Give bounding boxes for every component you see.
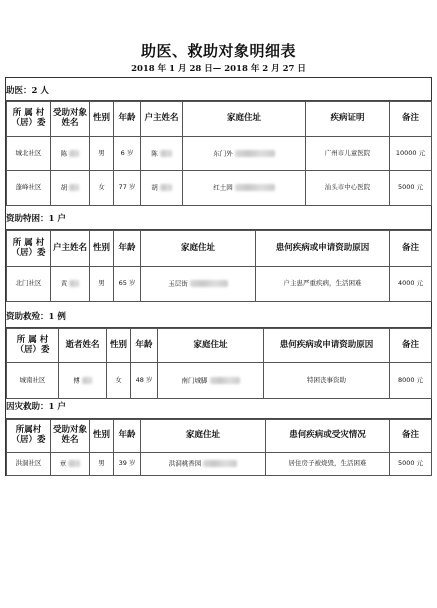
gender-cell: 女 xyxy=(107,363,131,399)
community-cell: 洪洞社区 xyxy=(7,453,51,476)
header-cell: 备注 xyxy=(390,231,432,267)
header-cell: 逝者姓名 xyxy=(59,329,107,363)
header-cell: 年龄 xyxy=(114,420,141,453)
date-range: 2018 年 1 月 28 日— 2018 年 2 月 27 日 xyxy=(131,64,306,74)
header-cell: 受助对象姓名 xyxy=(51,420,90,453)
header-cell: 家庭住址 xyxy=(141,231,256,267)
header-cell: 所 属 村（居）委 xyxy=(7,231,51,267)
address-cell xyxy=(141,267,256,302)
name-text: 章 xyxy=(59,459,67,468)
community-cell: 蓬峰社区 xyxy=(7,171,51,206)
section-label-funeral: 资助救殓：1 例 xyxy=(6,312,66,322)
age-cell: 48 岁 xyxy=(131,363,158,399)
redaction-blur xyxy=(160,150,172,157)
head-cell xyxy=(141,171,183,206)
header-cell: 备注 xyxy=(390,329,432,363)
head-cell xyxy=(51,267,90,302)
header-cell: 性别 xyxy=(107,329,131,363)
hardship-table xyxy=(6,230,432,302)
address-text: 东门外 xyxy=(213,149,233,158)
address-text: 洪洞桃香园 xyxy=(168,459,202,468)
header-cell: 患何疾病或申请资助原因 xyxy=(256,231,390,267)
redaction-blur xyxy=(68,460,80,467)
note-cell: 5000 元 xyxy=(390,171,432,206)
redaction-blur xyxy=(235,150,275,157)
note-cell: 4000 元 xyxy=(390,267,432,302)
table-row xyxy=(7,453,432,476)
proof-cell: 汕头市中心医院 xyxy=(306,171,390,206)
header-cell: 性别 xyxy=(90,420,114,453)
address-cell xyxy=(183,171,306,206)
proof-cell: 广州市儿童医院 xyxy=(306,137,390,171)
name-cell xyxy=(59,363,107,399)
head-text: 黄 xyxy=(60,279,68,288)
section-label-medical: 助医：2 人 xyxy=(6,86,49,96)
redaction-blur xyxy=(160,184,172,191)
age-cell: 39 岁 xyxy=(114,453,141,476)
redaction-blur xyxy=(82,377,92,384)
header-cell: 户主姓名 xyxy=(51,231,90,267)
header-cell: 年龄 xyxy=(131,329,158,363)
name-cell xyxy=(51,171,90,206)
name-text: 陈 xyxy=(60,149,68,158)
redaction-blur xyxy=(69,280,79,287)
header-cell: 性别 xyxy=(90,102,114,137)
header-cell: 疾病证明 xyxy=(306,102,390,137)
gender-cell: 男 xyxy=(90,137,114,171)
note-cell: 8000 元 xyxy=(390,363,432,399)
gender-cell: 男 xyxy=(90,267,114,302)
funeral-table xyxy=(6,328,432,399)
table-row xyxy=(7,137,432,171)
header-cell: 受助对象姓名 xyxy=(51,102,90,137)
age-cell: 6 岁 xyxy=(114,137,141,171)
reason-cell: 特困丧事资助 xyxy=(264,363,390,399)
disaster-table xyxy=(6,419,432,476)
community-cell: 城南社区 xyxy=(7,363,59,399)
gender-cell: 男 xyxy=(90,453,114,476)
redaction-blur xyxy=(69,150,79,157)
table-header-row xyxy=(7,102,432,137)
header-cell: 性别 xyxy=(90,231,114,267)
note-cell: 10000 元 xyxy=(390,137,432,171)
name-cell xyxy=(51,137,90,171)
note-cell: 5000 元 xyxy=(390,453,432,476)
address-cell xyxy=(158,363,264,399)
section-label-hardship: 资助特困：1 户 xyxy=(6,214,66,224)
name-text: 傅 xyxy=(73,376,80,385)
redaction-blur xyxy=(210,377,240,384)
medical-table xyxy=(6,101,432,206)
header-cell: 家庭住址 xyxy=(141,420,266,453)
table-row xyxy=(7,267,432,302)
header-cell: 年龄 xyxy=(114,231,141,267)
reason-cell: 居住房子被烧毁，生活困难 xyxy=(266,453,390,476)
address-text: 玉层街 xyxy=(168,279,188,288)
header-cell: 家庭住址 xyxy=(158,329,264,363)
page-title: 助医、救助对象明细表 xyxy=(140,42,296,60)
redaction-blur xyxy=(235,184,275,191)
community-cell: 城北社区 xyxy=(7,137,51,171)
table-header-row xyxy=(7,420,432,453)
address-cell xyxy=(183,137,306,171)
address-text: 红土园 xyxy=(213,183,233,192)
header-cell: 户主姓名 xyxy=(141,102,183,137)
age-cell: 65 岁 xyxy=(114,267,141,302)
redaction-blur xyxy=(69,184,79,191)
name-text: 胡 xyxy=(60,183,68,192)
address-cell xyxy=(141,453,266,476)
redaction-blur xyxy=(203,460,237,467)
header-cell: 患何疾病或受灾情况 xyxy=(266,420,390,453)
redaction-blur xyxy=(190,280,228,287)
head-text: 陈 xyxy=(151,149,158,158)
age-cell: 77 岁 xyxy=(114,171,141,206)
header-cell: 患何疾病或申请资助原因 xyxy=(264,329,390,363)
header-cell: 备注 xyxy=(390,102,432,137)
table-row xyxy=(7,363,432,399)
table-header-row xyxy=(7,329,432,363)
community-cell: 北门社区 xyxy=(7,267,51,302)
header-cell: 所 属 村（居）委 xyxy=(7,329,59,363)
header-cell: 所属村（居）委 xyxy=(7,420,51,453)
table-header-row xyxy=(7,231,432,267)
gender-cell: 女 xyxy=(90,171,114,206)
header-cell: 家庭住址 xyxy=(183,102,306,137)
table-row xyxy=(7,171,432,206)
reason-cell: 户主患严重疾病，生活困难 xyxy=(256,267,390,302)
section-label-disaster: 因灾救助：1 户 xyxy=(6,402,66,412)
head-cell xyxy=(141,137,183,171)
head-text: 胡 xyxy=(151,183,158,192)
address-text: 南门城脚 xyxy=(181,376,208,385)
header-cell: 所 属 村（居）委 xyxy=(7,102,51,137)
name-cell xyxy=(51,453,90,476)
header-cell: 年龄 xyxy=(114,102,141,137)
header-cell: 备注 xyxy=(390,420,432,453)
